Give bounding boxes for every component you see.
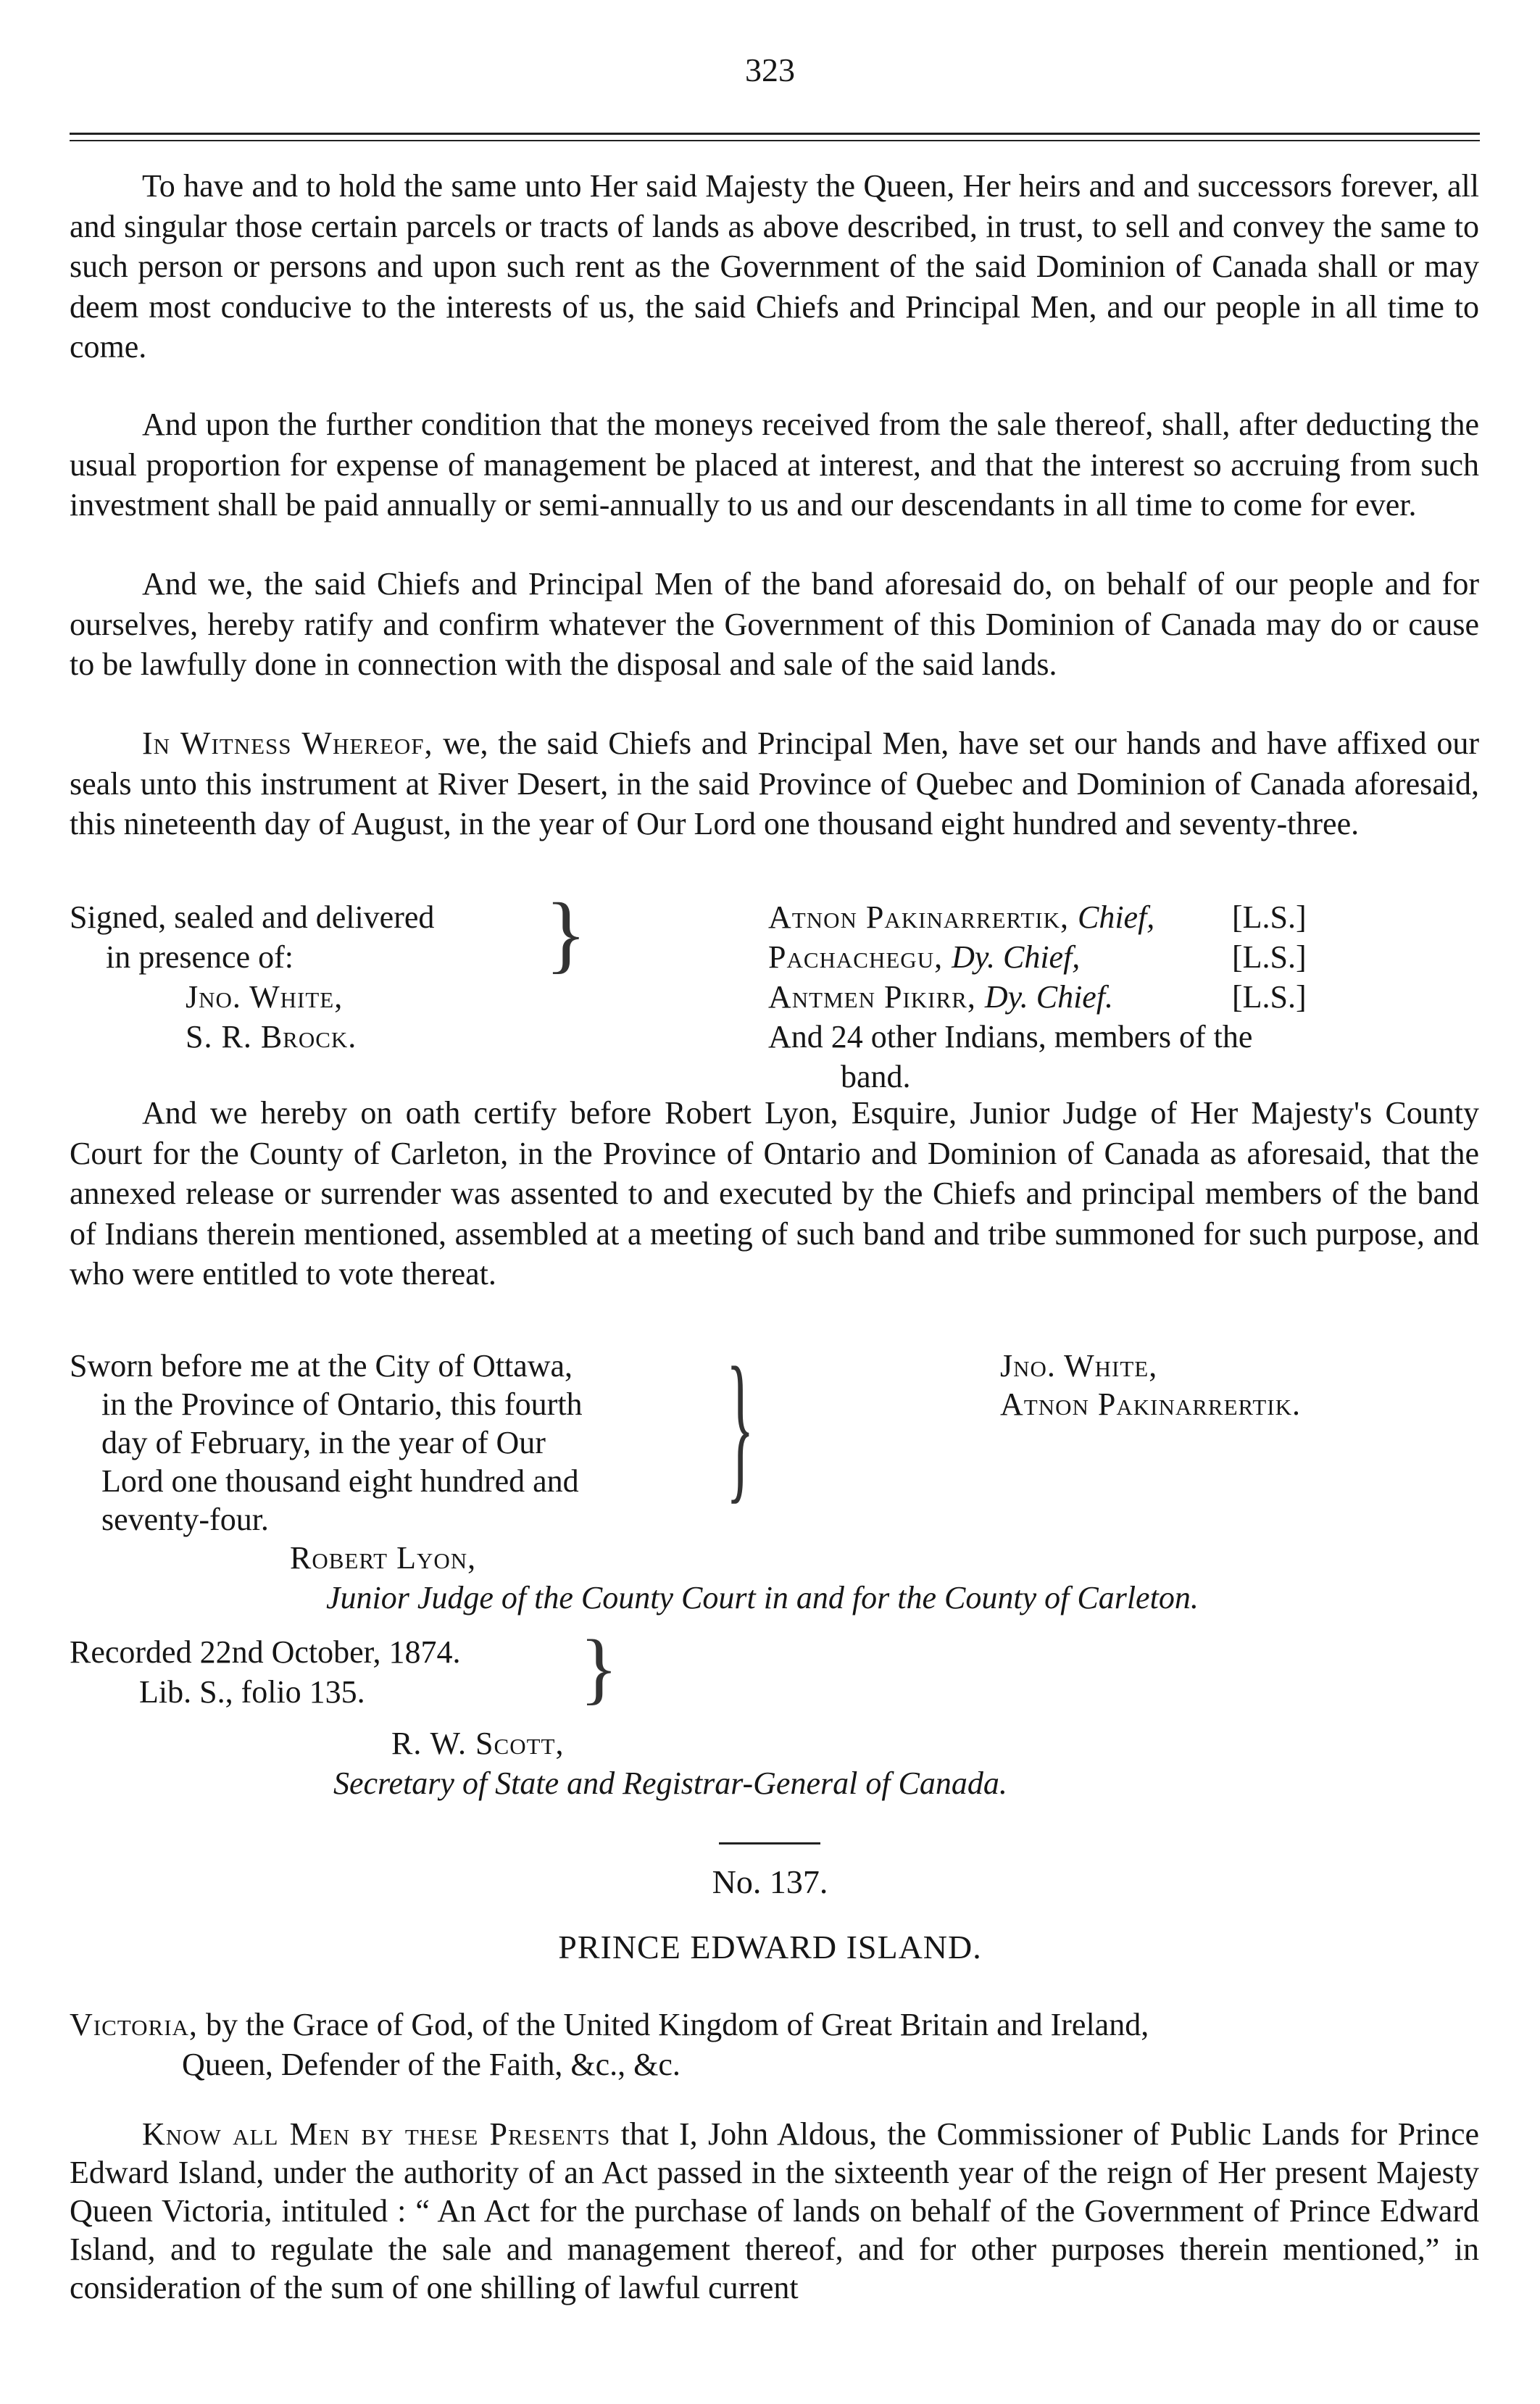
judge-title: Junior Judge of the County Court in and for the County of Carleton. bbox=[326, 1580, 1199, 1615]
sworn-brace: } bbox=[726, 1333, 754, 1518]
sworn-block bbox=[70, 1347, 583, 1539]
secretary-title: Secretary of State and Registrar-General of Canada. bbox=[333, 1765, 1007, 1801]
know-paragraph bbox=[70, 2115, 1479, 2307]
others-line-2: band. bbox=[841, 1059, 911, 1094]
sworn-line-3: day of February, in the year of Our bbox=[101, 1425, 546, 1460]
signatory-2-name: Pachachegu, bbox=[768, 939, 944, 975]
signatory-2-seal: [L.S.] bbox=[1232, 939, 1307, 975]
section-heading: PRINCE EDWARD ISLAND. bbox=[558, 1929, 982, 1966]
deponent-white: Jno. White, bbox=[1000, 1348, 1158, 1384]
victoria-line-1 bbox=[70, 2005, 1149, 2045]
signing-line-2: in presence of: bbox=[106, 939, 294, 975]
signatory-3-name: Antmen Pikirr, bbox=[768, 979, 976, 1015]
victoria-lead: Victoria, bbox=[70, 2007, 198, 2042]
ratify-paragraph: And we, the said Chiefs and Principal Men of the band aforesaid do, on behalf of our people and for ourselves, hereby ratify and confirm whatever the Government of this Dominion of Canada may do or cause to be lawfully done in connection with the disposal and sale of the said lands. bbox=[70, 566, 1479, 683]
header-rule-thin bbox=[70, 140, 1480, 141]
know-text: that I, John Aldous, the Commissioner of Public Lands for Prince Edward Island, under the authority of an Act passed in the sixteenth year of the reign of Her present Majesty Queen Victoria, intituled : “ An Act for the purchase of lands on behalf of the Government of Prince Edward Island, and to regulate the sale and management thereof, and for other purposes therein mentioned,” in consideration of the sum of one shilling of lawful current bbox=[70, 2116, 1480, 2305]
know-lead: Know all Men by these Presents bbox=[142, 2116, 611, 2152]
hold-paragraph: To have and to hold the same unto Her said Majesty the Queen, Her heirs and and successors forever, all and singular those certain parcels or tracts of lands as above described, in trust, to sell and convey the same to such person or persons and upon such rent as the Government of the said Dominion of Canada shall or may deem most conducive to the interests of us, the said Chiefs and Principal Men, and our people in all time to come. bbox=[70, 168, 1479, 365]
recorded-line-1: Recorded 22nd October, 1874. bbox=[70, 1634, 461, 1670]
signatory-1-seal: [L.S.] bbox=[1232, 899, 1307, 935]
witness-paragraph bbox=[70, 723, 1479, 844]
signing-brace: } bbox=[545, 885, 587, 981]
deponent-pakinarrertik: Atnon Pakinarrertik. bbox=[1000, 1386, 1301, 1422]
signatory-3-name-title bbox=[768, 977, 1232, 1017]
sworn-line-4: Lord one thousand eight hundred and bbox=[101, 1463, 579, 1499]
section-rule bbox=[719, 1842, 820, 1844]
signatory-3 bbox=[768, 977, 1307, 1017]
others-line-1: And 24 other Indians, members of the bbox=[768, 1019, 1253, 1055]
header-rule bbox=[70, 133, 1480, 135]
witness-white: Jno. White, bbox=[186, 979, 344, 1015]
signing-block bbox=[70, 897, 434, 1057]
signatory-1-name-title bbox=[768, 897, 1232, 937]
witness-brock: S. R. Brock. bbox=[186, 1019, 357, 1055]
victoria-line-2: Queen, Defender of the Faith, &c., &c. bbox=[182, 2047, 680, 2082]
secretary-block bbox=[333, 1723, 1007, 1803]
sworn-line-2: in the Province of Ontario, this fourth bbox=[101, 1386, 583, 1422]
sworn-line-5: seventy-four. bbox=[101, 1502, 269, 1537]
signatory-2 bbox=[768, 937, 1307, 977]
victoria-text: by the Grace of God, of the United Kingdom of Great Britain and Ireland, bbox=[197, 2007, 1149, 2042]
signatory-3-seal: [L.S.] bbox=[1232, 979, 1307, 1015]
recorded-block bbox=[70, 1632, 461, 1712]
signing-line-1: Signed, sealed and delivered bbox=[70, 899, 435, 935]
signatories-block bbox=[768, 897, 1307, 1097]
witness-lead: In Witness Whereof, bbox=[142, 725, 433, 761]
secretary-name: R. W. Scott, bbox=[391, 1726, 565, 1761]
signatory-2-name-title bbox=[768, 937, 1232, 977]
signatory-1-title: Chief, bbox=[1077, 899, 1155, 935]
deponents-block bbox=[1000, 1347, 1301, 1423]
victoria-block bbox=[70, 2005, 1149, 2084]
condition-paragraph: And upon the further condition that the moneys received from the sale thereof, shall, after deducting the usual proportion for expense of management be placed at interest, and that the interest so accruing from such investment shall be paid annually or semi-annually to us and our descendants in all time to come for ever. bbox=[70, 407, 1479, 523]
oath-paragraph: And we hereby on oath certify before Robert Lyon, Esquire, Junior Judge of Her Majesty's County Court for the County of Carleton, in the Province of Ontario and Dominion of Canada as aforesaid, that the annexed release or surrender was assented to and executed by the Chiefs and principal members of the band of Indians therein mentioned, assembled at a meeting of such band and tribe summoned for such purpose, and who were entitled to vote thereat. bbox=[70, 1095, 1479, 1292]
signatory-3-title: Dy. Chief. bbox=[984, 979, 1114, 1015]
signatory-1-name: Atnon Pakinarrertik, bbox=[768, 899, 1069, 935]
witness-text: we, the said Chiefs and Principal Men, have set our hands and have affixed our seals unto this instrument at River Desert, in the said Province of Quebec and Dominion of Canada aforesaid, this nineteenth day of August, in the year of Our Lord one thousand eight hundred and seventy-three. bbox=[70, 725, 1480, 842]
section-number: No. 137. bbox=[712, 1863, 828, 1900]
page-number: 323 bbox=[745, 51, 795, 88]
recorded-brace: } bbox=[580, 1623, 618, 1712]
recorded-line-2: Lib. S., folio 135. bbox=[139, 1674, 365, 1710]
signatory-2-title: Dy. Chief, bbox=[952, 939, 1081, 975]
judge-name: Robert Lyon, bbox=[290, 1540, 477, 1576]
judge-block bbox=[290, 1538, 1199, 1618]
sworn-line-1: Sworn before me at the City of Ottawa, bbox=[70, 1348, 573, 1384]
signatory-1 bbox=[768, 897, 1307, 937]
